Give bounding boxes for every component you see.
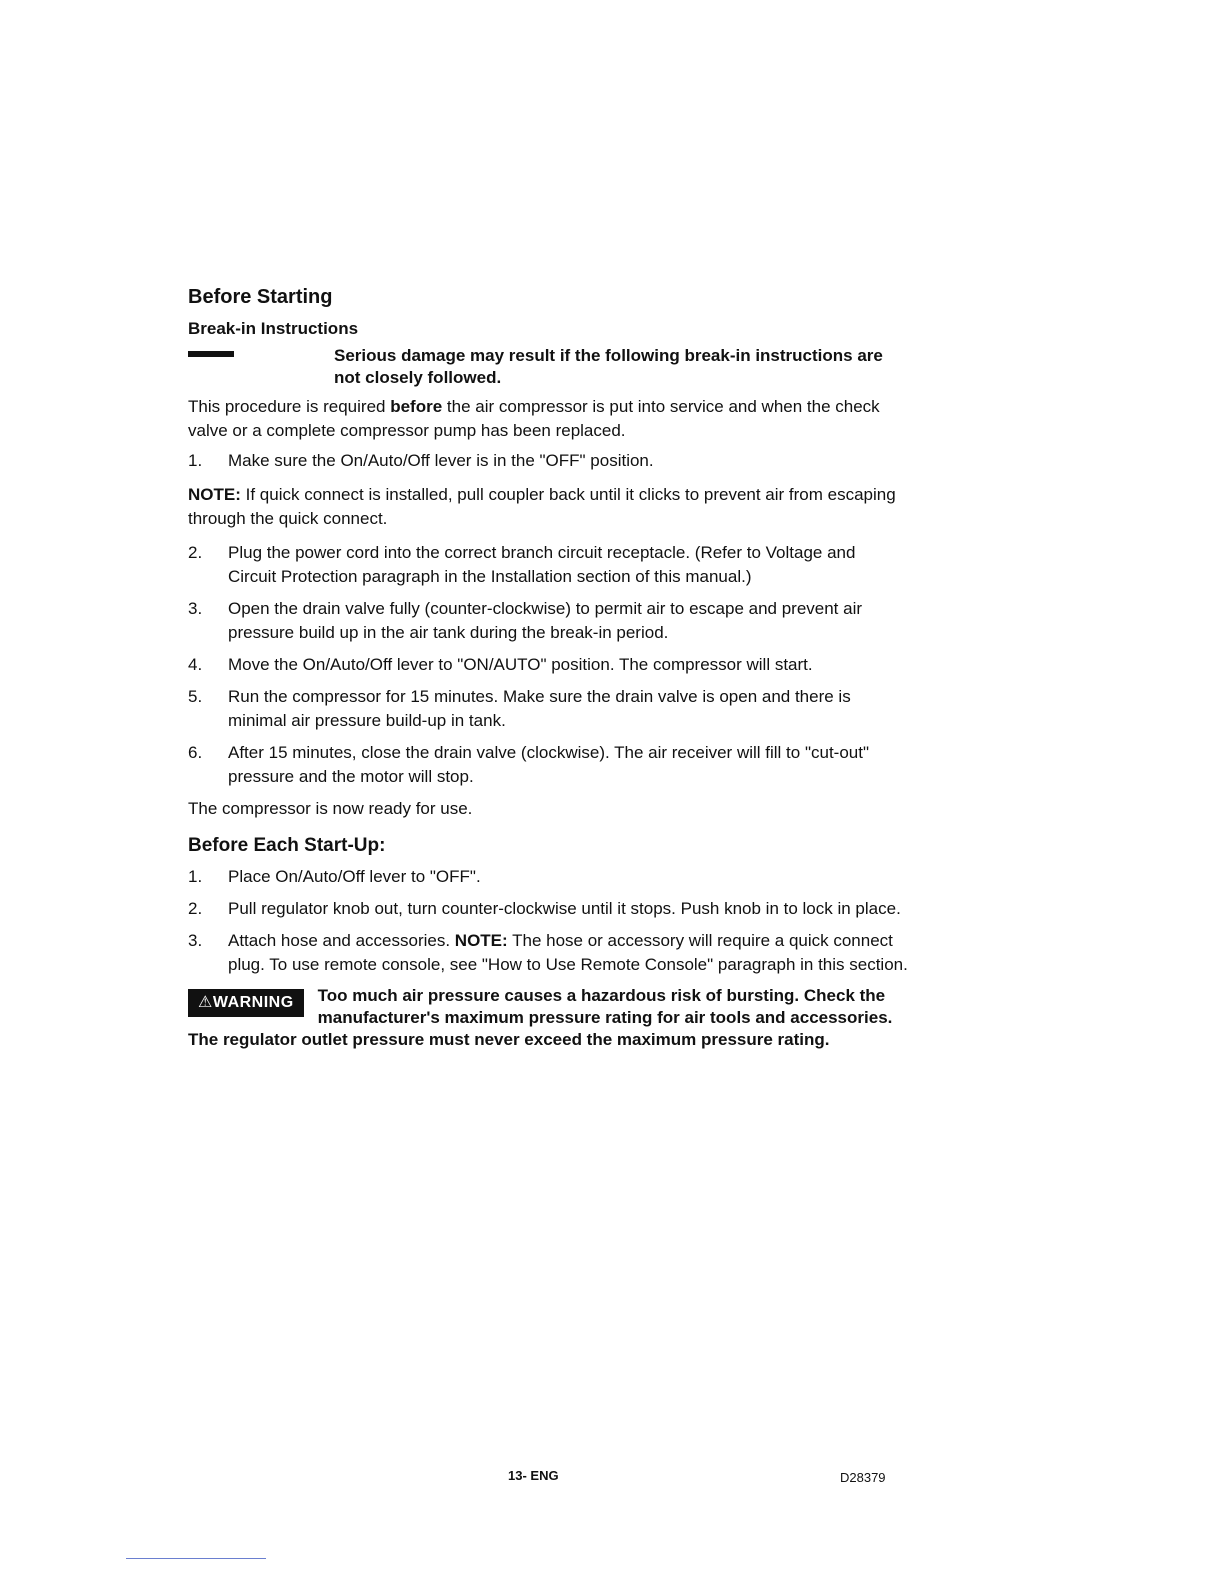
- bottom-divider: [126, 1558, 266, 1559]
- list-item: [188, 653, 908, 677]
- list-item: [188, 865, 908, 889]
- list-text: Run the compressor for 15 minutes. Make sure the drain valve is open and there is minimal air pressure build-up in tank.: [228, 687, 851, 730]
- list-item: [188, 597, 908, 645]
- intro-paragraph: [188, 395, 908, 443]
- notice-block: [188, 345, 908, 389]
- list-number: 1.: [188, 867, 203, 886]
- warning-badge: ⚠WARNING: [188, 989, 304, 1017]
- list-text: [228, 931, 908, 974]
- list-number: 1.: [188, 451, 203, 470]
- list-number: 6.: [188, 743, 203, 762]
- intro-text-post: the air compressor is put into service and when the check valve or a complete compressor pump has been replaced.: [188, 397, 880, 440]
- list-text: Pull regulator knob out, turn counter-clockwise until it stops. Push knob in to lock in place.: [228, 899, 901, 918]
- warning-block: [188, 985, 908, 1051]
- list-item: [188, 449, 908, 473]
- notice-icon: [188, 351, 234, 357]
- list-text: Move the On/Auto/Off lever to "ON/AUTO" position. The compressor will start.: [228, 655, 813, 674]
- list-text: Plug the power cord into the correct branch circuit receptacle. (Refer to Voltage and Circuit Protection paragraph in the Installation section of this manual.): [228, 543, 856, 586]
- intro-text-bold: before: [390, 397, 443, 416]
- list-number: 3.: [188, 599, 203, 618]
- list-number: 4.: [188, 655, 203, 674]
- startup-steps: [188, 865, 908, 977]
- list-item: [188, 929, 908, 977]
- list-text: After 15 minutes, close the drain valve (clockwise). The air receiver will fill to "cut-out" pressure and the motor will stop.: [228, 743, 869, 786]
- ready-paragraph: The compressor is now ready for use.: [188, 799, 473, 818]
- notice-text: Serious damage may result if the following break-in instructions are not closely followed.: [334, 346, 883, 387]
- list-number: 5.: [188, 687, 203, 706]
- startup-heading: Before Each Start-Up:: [188, 835, 386, 856]
- subsection-heading: Break-in Instructions: [188, 319, 359, 338]
- page-number: 13- ENG: [508, 1468, 559, 1483]
- list-item: [188, 897, 908, 921]
- list-text: Place On/Auto/Off lever to "OFF".: [228, 867, 481, 886]
- step3-text-pre: Attach hose and accessories.: [228, 931, 455, 950]
- list-number: 2.: [188, 543, 203, 562]
- step3-note-label: NOTE:: [454, 931, 508, 950]
- list-text: Make sure the On/Auto/Off lever is in the "OFF" position.: [228, 451, 654, 470]
- section-heading: Before Starting: [188, 286, 333, 308]
- note-label: NOTE:: [188, 485, 241, 504]
- list-number: 2.: [188, 899, 203, 918]
- list-item: [188, 741, 908, 789]
- break-in-steps: [188, 541, 908, 789]
- list-item: [188, 685, 908, 733]
- list-number: 3.: [188, 931, 203, 950]
- list-text: Open the drain valve fully (counter-clockwise) to permit air to escape and prevent air pressure build up in the air tank during the break-in period.: [228, 599, 863, 642]
- page-content: [188, 286, 908, 1051]
- document-code: D28379: [840, 1470, 886, 1485]
- warning-text: Too much air pressure causes a hazardous risk of bursting. Check the manufacturer's maximum pressure rating for air tools and accessories. The regulator outlet pressure must never exceed the maximum pressure rating.: [188, 986, 893, 1049]
- note-paragraph: [188, 483, 908, 531]
- intro-text-pre: This procedure is required: [188, 397, 391, 416]
- note-text: If quick connect is installed, pull coupler back until it clicks to prevent air from escaping through the quick connect.: [188, 485, 896, 528]
- step3-text-post: The hose or accessory will require a quick connect plug. To use remote console, see "How to Use Remote Console" paragraph in this section.: [228, 931, 908, 974]
- list-item: [188, 541, 908, 589]
